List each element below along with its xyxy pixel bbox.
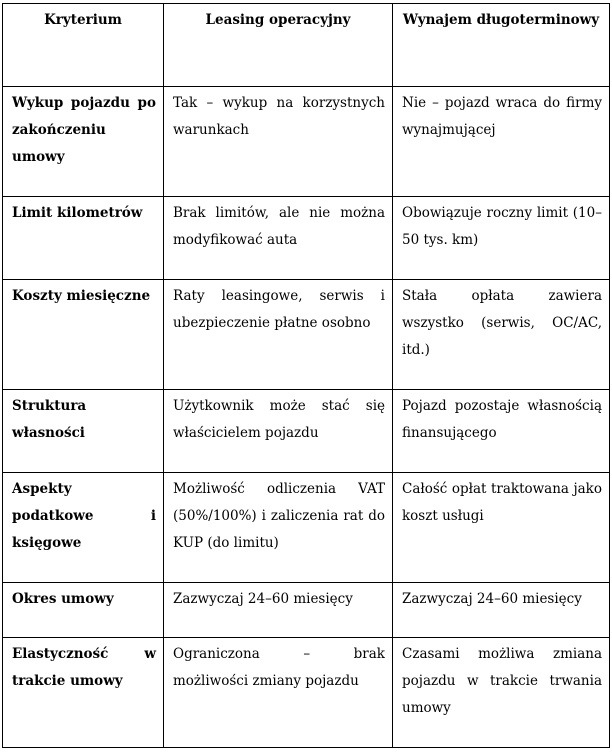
table-row [3, 280, 610, 390]
table-row [3, 197, 610, 280]
row-criterion: Wykup pojazdu po zakończeniu umowy [3, 87, 164, 197]
header-rental: Wynajem długoterminowy [393, 4, 610, 87]
header-leasing: Leasing operacyjny [164, 4, 393, 87]
table-row [3, 87, 610, 197]
row-criterion: Aspekty podatkowe i księgowe [3, 473, 164, 583]
table-row [3, 390, 610, 473]
comparison-table [2, 3, 610, 748]
header-criterion: Kryterium [3, 4, 164, 87]
table-row [3, 583, 610, 638]
row-rental-value: Zazwyczaj 24–60 miesięcy [393, 583, 610, 638]
row-rental-value: Pojazd pozostaje własnością finansującego [393, 390, 610, 473]
table-row [3, 638, 610, 748]
row-rental-value: Stała opłata zawiera wszystko (serwis, OC/AC, itd.) [393, 280, 610, 390]
row-criterion: Okres umowy [3, 583, 164, 638]
row-leasing-value: Możliwość odliczenia VAT (50%/100%) i zaliczenia rat do KUP (do limitu) [164, 473, 393, 583]
table-header-row [3, 4, 610, 87]
row-rental-value: Obowiązuje roczny limit (10–50 tys. km) [393, 197, 610, 280]
row-criterion: Struktura własności [3, 390, 164, 473]
row-rental-value: Nie – pojazd wraca do firmy wynajmującej [393, 87, 610, 197]
row-leasing-value: Użytkownik może stać się właścicielem pojazdu [164, 390, 393, 473]
row-criterion: Limit kilometrów [3, 197, 164, 280]
row-leasing-value: Tak – wykup na korzystnych warunkach [164, 87, 393, 197]
row-leasing-value: Brak limitów, ale nie można modyfikować auta [164, 197, 393, 280]
row-criterion: Koszty miesięczne [3, 280, 164, 390]
row-rental-value: Czasami możliwa zmiana pojazdu w trakcie trwania umowy [393, 638, 610, 748]
table-row [3, 473, 610, 583]
row-leasing-value: Zazwyczaj 24–60 miesięcy [164, 583, 393, 638]
row-rental-value: Całość opłat traktowana jako koszt usługi [393, 473, 610, 583]
row-leasing-value: Ograniczona – brak możliwości zmiany pojazdu [164, 638, 393, 748]
row-leasing-value: Raty leasingowe, serwis i ubezpieczenie płatne osobno [164, 280, 393, 390]
row-criterion: Elastyczność w trakcie umowy [3, 638, 164, 748]
